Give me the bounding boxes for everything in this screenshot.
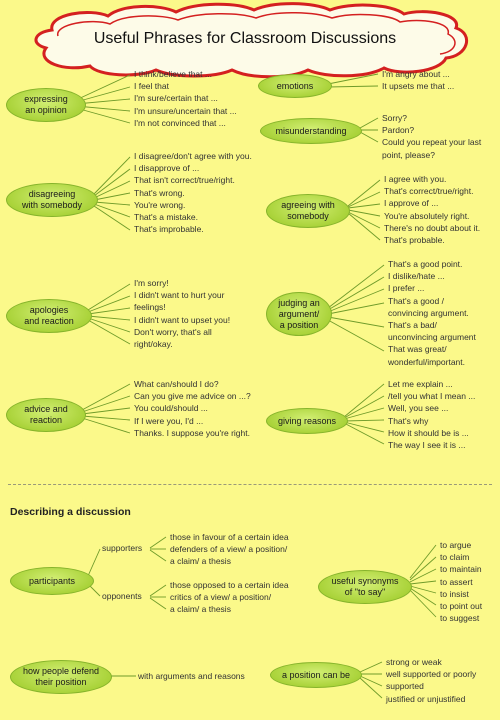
label-supporters: supporters — [102, 543, 143, 553]
phrase-item: to assert — [440, 576, 473, 587]
phrase-item: I think/believe that ... — [134, 69, 212, 79]
bubble-advice: advice and reaction — [6, 398, 86, 432]
phrase-item: You're wrong. — [134, 199, 186, 210]
phrase-item: What can/should I do? — [134, 379, 219, 389]
phrase-item: I disapprove of ... — [134, 163, 200, 174]
phrase-item: I didn't want to upset you! — [134, 314, 231, 325]
phrase-item: It upsets me that ... — [382, 81, 455, 92]
phrase-item: That's probable. — [384, 235, 445, 246]
phrase-item: I'm angry about ... — [382, 69, 450, 79]
bubble-apologies: apologies and reaction — [6, 299, 92, 333]
phrase-item: to suggest — [440, 613, 480, 624]
phrase-item: /tell you what I mean ... — [388, 391, 476, 402]
phrase-item: critics of a view/ a position/ — [170, 592, 272, 603]
phrase-item: those in favour of a certain idea — [170, 532, 289, 542]
phrase-item: That's correct/true/right. — [384, 186, 474, 197]
phrase-item: Pardon? — [382, 125, 415, 136]
phrase-item: The way I see it is ... — [388, 440, 466, 451]
phrase-item: to argue — [440, 540, 472, 550]
phrase-item: Well, you see ... — [388, 403, 449, 414]
phrase-item: I'm sure/certain that ... — [134, 93, 218, 104]
phrase-item: well supported or poorly — [386, 669, 477, 680]
section-divider — [8, 484, 492, 485]
phrases-opponents — [170, 579, 289, 616]
phrase-item: You're absolutely right. — [384, 210, 470, 221]
phrase-item: I feel that — [134, 81, 169, 92]
phrase-item: I dislike/hate ... — [388, 271, 445, 282]
phrase-item: wonderful/important. — [388, 356, 466, 367]
phrase-item: I'm sorry! — [134, 278, 169, 288]
phrase-item: That's improbable. — [134, 224, 204, 235]
bubble-useful-synonyms: useful synonyms of "to say" — [318, 570, 412, 604]
phrase-item: That's wrong. — [134, 187, 185, 198]
bubble-misunderstanding: misunderstanding — [260, 118, 362, 144]
bubble-participants: participants — [10, 567, 94, 595]
phrase-item: That's a good / — [388, 295, 444, 306]
phrase-item: Sorry? — [382, 113, 408, 123]
phrase-item: feelings! — [134, 302, 166, 313]
bubble-agreeing: agreeing with somebody — [266, 194, 350, 228]
phrase-item: supported — [386, 681, 424, 692]
phrase-item: That was great/ — [388, 344, 447, 355]
phrase-item: to maintain — [440, 564, 482, 575]
page-title: Useful Phrases for Classroom Discussions — [93, 30, 397, 47]
phrases-useful-synonyms — [440, 539, 482, 624]
phrase-item: point, please? — [382, 149, 435, 160]
phrase-item: How it should be is ... — [388, 427, 469, 438]
bubble-defend-position: how people defend their position — [10, 660, 112, 694]
bubble-judging: judging an argument/ a position — [266, 292, 332, 336]
phrases-giving — [388, 378, 475, 451]
phrase-item: I didn't want to hurt your — [134, 290, 225, 301]
bubble-giving-reasons: giving reasons — [266, 408, 348, 434]
label-opponents: opponents — [102, 591, 142, 601]
bubble-expressing-opinion: expressing an opinion — [6, 88, 86, 122]
phrase-item: to claim — [440, 552, 470, 563]
phrases-position — [386, 656, 476, 705]
phrase-item: a claim/ a thesis — [170, 604, 231, 615]
phrase-item: I prefer ... — [388, 283, 425, 294]
phrase-item: to point out — [440, 601, 483, 612]
phrase-item: That's why — [388, 415, 429, 426]
section-heading: Describing a discussion — [10, 506, 131, 518]
bubble-position-can-be: a position can be — [270, 662, 362, 688]
phrase-item: defenders of a view/ a position/ — [170, 544, 288, 555]
phrase-item: to insist — [440, 588, 469, 599]
phrases-supporters — [170, 531, 289, 568]
phrase-item: Can you give me advice on ...? — [134, 391, 251, 402]
phrase-item: Could you repeat your last — [382, 137, 482, 148]
phrase-item: There's no doubt about it. — [384, 222, 481, 233]
phrases-judging — [388, 258, 476, 368]
phrase-item: That's a good point. — [388, 259, 463, 269]
phrase-item: right/okay. — [134, 339, 173, 350]
phrase-item: convincing argument. — [388, 307, 469, 318]
phrase-item: You could/should ... — [134, 403, 208, 414]
phrase-item: justified or unjustified — [386, 693, 466, 704]
phrase-item: I disagree/don't agree with you. — [134, 151, 252, 161]
label-defend: with arguments and reasons — [138, 671, 245, 681]
bubble-disagreeing: disagreeing with somebody — [6, 183, 98, 217]
phrases-agreeing — [384, 173, 480, 246]
phrase-item: I'm not convinced that ... — [134, 117, 226, 128]
phrases-expressing — [134, 68, 237, 129]
phrase-item: those opposed to a certain idea — [170, 580, 289, 590]
phrase-item: That's a mistake. — [134, 212, 198, 223]
bubble-emotions: emotions — [258, 74, 332, 98]
phrase-item: I'm unsure/uncertain that ... — [134, 105, 237, 116]
phrase-item: a claim/ a thesis — [170, 556, 231, 567]
phrase-item: Don't worry, that's all — [134, 326, 212, 337]
phrases-disagreeing — [134, 150, 252, 235]
phrase-item: I approve of ... — [384, 198, 439, 209]
phrase-item: I agree with you. — [384, 174, 447, 184]
phrase-item: That isn't correct/true/right. — [134, 175, 235, 186]
phrase-item: That's a bad/ — [388, 320, 437, 331]
phrases-advice — [134, 378, 251, 439]
phrase-item: strong or weak — [386, 657, 442, 667]
phrase-item: Let me explain ... — [388, 379, 453, 389]
phrase-item: If I were you, I'd ... — [134, 415, 204, 426]
phrases-apologies — [134, 277, 230, 350]
phrases-emotions — [382, 68, 454, 92]
phrases-misunderstanding — [382, 112, 481, 161]
phrase-item: Thanks. I suppose you're right. — [134, 427, 250, 438]
phrase-item: unconvincing argument — [388, 332, 476, 343]
